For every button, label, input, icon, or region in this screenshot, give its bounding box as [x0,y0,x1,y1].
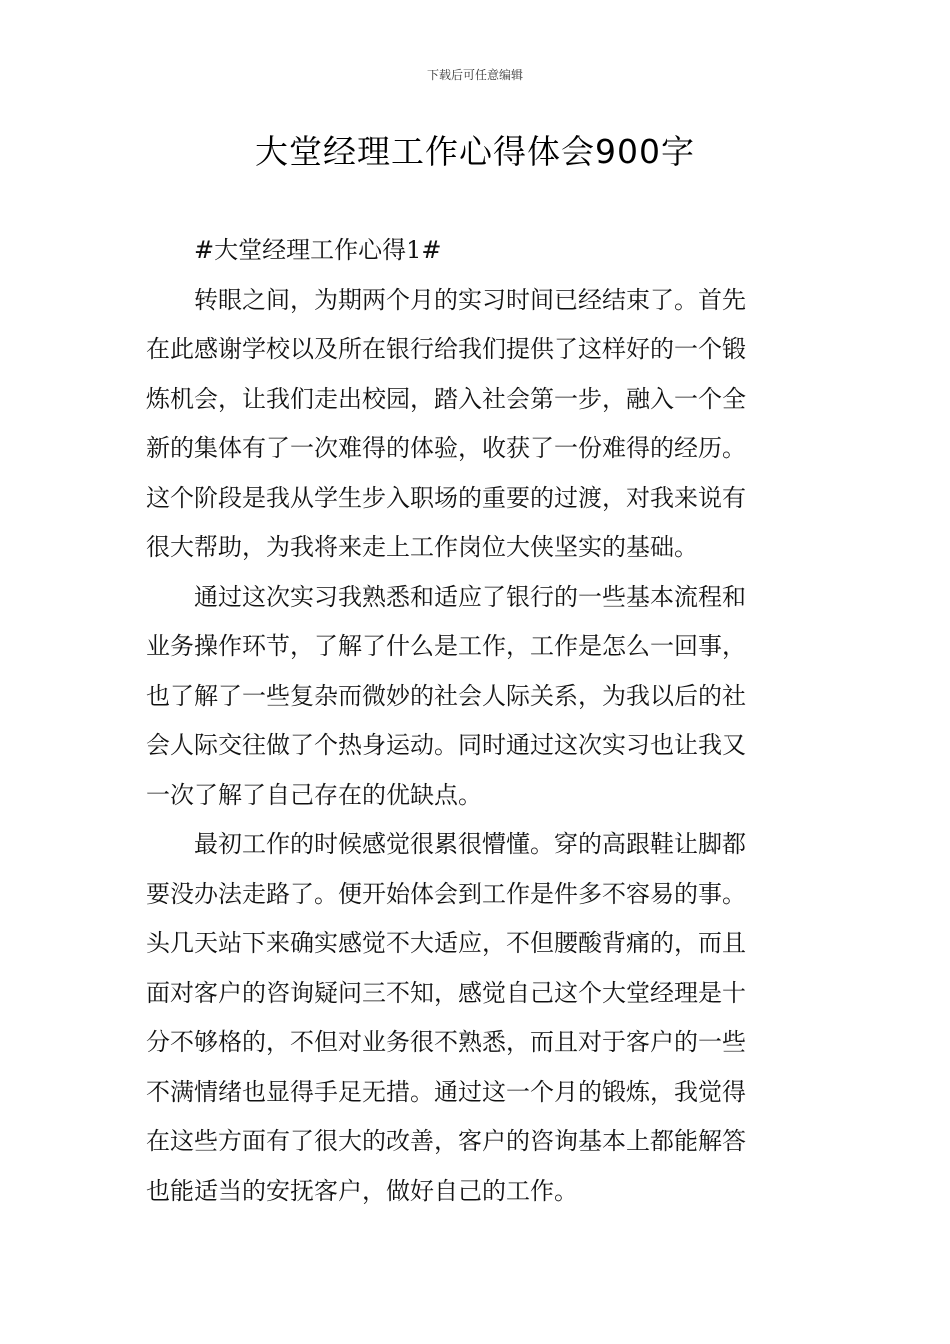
paragraph-line: 通过这次实习我熟悉和适应了银行的一些基本流程和 [194,582,746,611]
paragraph-line: 炼机会，让我们走出校园，踏入社会第一步，融入一个全 [146,384,746,413]
paragraph-3 [146,820,806,1216]
paragraph-line: 很大帮助，为我将来走上工作岗位大侠坚实的基础。 [146,533,698,561]
paragraph-line: 业务操作环节，了解了什么是工作，工作是怎么一回事， [146,632,746,660]
paragraph-2 [146,573,806,821]
paragraph-line: 一次了解了自己存在的优缺点。 [146,780,482,809]
section-heading: #大堂经理工作心得1# [194,236,442,264]
paragraph-line: 头几天站下来确实感觉不大适应，不但腰酸背痛的，而且 [146,929,746,957]
paragraph-line: 新的集体有了一次难得的体验，收获了一份难得的经历。 [146,434,746,462]
paragraph-line: 面对客户的咨询疑问三不知，感觉自己这个大堂经理是十 [146,978,746,1007]
paragraph-line: 最初工作的时候感觉很累很懵懂。穿的高跟鞋让脚都 [194,830,746,858]
paragraph-line: 在这些方面有了很大的改善，客户的咨询基本上都能解答 [146,1127,746,1155]
document-body [146,226,806,1216]
paragraph-line: 转眼之间，为期两个月的实习时间已经结束了。首先 [194,285,746,314]
header-note: 下载后可任意编辑 [426,68,523,82]
paragraph-line: 分不够格的，不但对业务很不熟悉，而且对于客户的一些 [146,1028,746,1056]
paragraph-line: 要没办法走路了。便开始体会到工作是件多不容易的事。 [146,879,746,908]
paragraph-line: 会人际交往做了个热身运动。同时通过这次实习也让我又 [146,731,746,759]
paragraph-line: 也了解了一些复杂而微妙的社会人际关系，为我以后的社 [146,681,746,710]
paragraph-line: 也能适当的安抚客户，做好自己的工作。 [146,1176,578,1205]
paragraph-line: 在此感谢学校以及所在银行给我们提供了这样好的一个锻 [146,335,746,363]
paragraph-line: 不满情绪也显得手足无措。通过这一个月的锻炼，我觉得 [146,1077,746,1106]
document-title: 大堂经理工作心得体会900字 [255,132,695,171]
paragraph-line: 这个阶段是我从学生步入职场的重要的过渡，对我来说有 [146,483,746,512]
paragraph-1 [146,276,806,573]
